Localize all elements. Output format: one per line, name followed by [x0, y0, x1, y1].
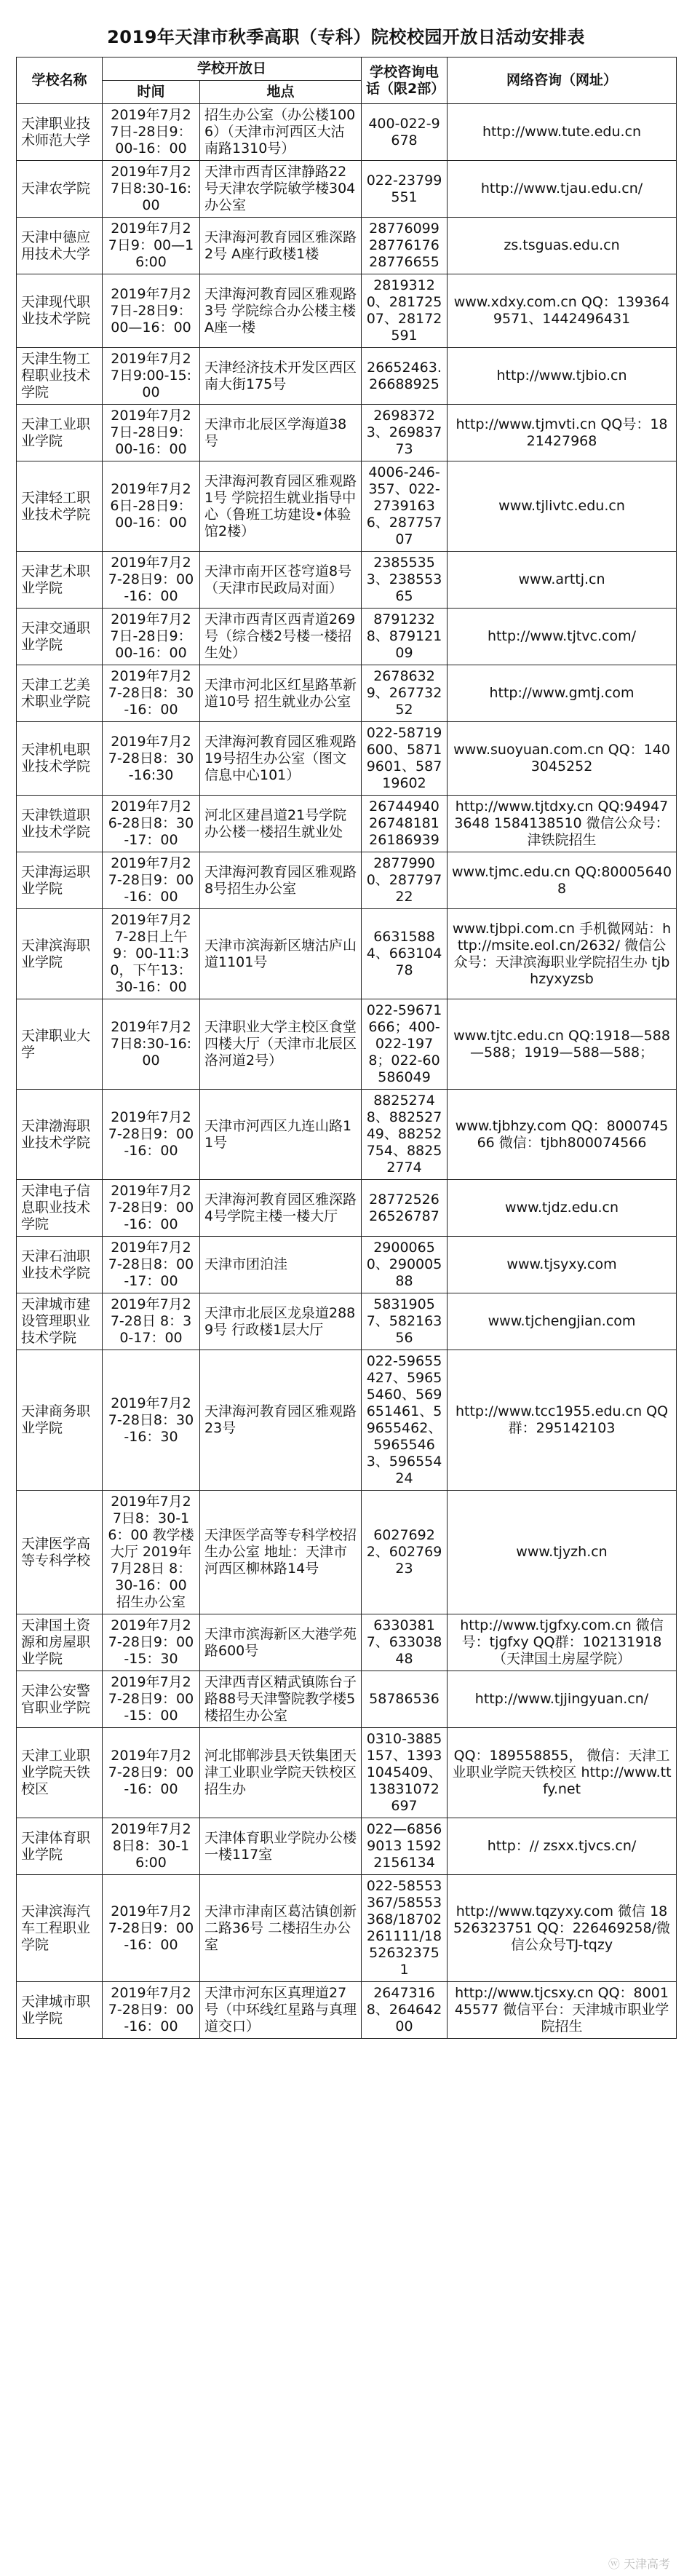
table-row — [17, 665, 677, 722]
school-name-cell: 天津中德应用技术大学 — [17, 218, 103, 274]
open-time-cell: 2019年7月27日-28日9：00-16：00 — [103, 104, 200, 161]
open-time-cell: 2019年7月27-28日8：00-17：00 — [103, 1237, 200, 1293]
open-time-cell: 2019年7月27-28日上午9：00-11:30，下午13：30-16：00 — [103, 909, 200, 999]
open-time-cell: 2019年7月27-28日8：30-16：30 — [103, 1350, 200, 1491]
phone-cell: 28779900、28779722 — [362, 852, 448, 909]
header-open-day: 学校开放日 — [103, 58, 362, 81]
school-name-cell: 天津工艺美术职业学院 — [17, 665, 103, 722]
table-row — [17, 161, 677, 218]
location-cell: 天津市西青区津静路22号天津农学院敏学楼304办公室 — [200, 161, 362, 218]
table-row — [17, 1671, 677, 1728]
web-contact-cell: www.tjmc.edu.cn QQ:800056408 — [448, 852, 677, 909]
watermark: ⓦ 天津高考 — [608, 2557, 670, 2571]
table-row — [17, 1237, 677, 1293]
school-name-cell: 天津工业职业学院天铁校区 — [17, 1728, 103, 1818]
school-name-cell: 天津职业技术师范大学 — [17, 104, 103, 161]
phone-cell: 022-23799551 — [362, 161, 448, 218]
open-time-cell: 2019年7月26-28日8：30-17：00 — [103, 796, 200, 852]
phone-cell: 022-58719600、58719601、58719602 — [362, 722, 448, 796]
open-time-cell: 2019年7月27日8：30-16：00 教学楼大厅 2019年7月28日 8：30-16：00 招生办公室 — [103, 1491, 200, 1614]
table-row — [17, 552, 677, 609]
web-contact-cell: http：// zsxx.tjvcs.cn/ — [448, 1818, 677, 1875]
school-name-cell: 天津机电职业技术学院 — [17, 722, 103, 796]
web-contact-cell: http://www.tqzyxy.com 微信 18526323751 QQ：226469258/微信公众号TJ-tqzy — [448, 1875, 677, 1982]
location-cell: 天津海河教育园区雅深路4号学院主楼一楼大厅 — [200, 1180, 362, 1237]
header-location: 地点 — [200, 81, 362, 104]
web-contact-cell: www.xdxy.com.cn QQ：1393649571、1442496431 — [448, 274, 677, 348]
school-name-cell: 天津商务职业学院 — [17, 1350, 103, 1491]
open-time-cell: 2019年7月28日8：30-16:00 — [103, 1818, 200, 1875]
location-cell: 天津西青区精武镇陈台子路88号天津警院教学楼5楼招生办公室 — [200, 1671, 362, 1728]
web-contact-cell: http://www.gmtj.com — [448, 665, 677, 722]
phone-cell: 400-022-9678 — [362, 104, 448, 161]
header-row — [17, 58, 677, 81]
location-cell: 天津海河教育园区雅观路23号 — [200, 1350, 362, 1491]
open-time-cell: 2019年7月27-28日9：00-16：00 — [103, 1982, 200, 2039]
phone-cell: 022-58553367/58553368/18702261111/18526323751 — [362, 1875, 448, 1982]
school-name-cell: 天津交通职业学院 — [17, 609, 103, 665]
page-title: 2019年天津市秋季高职（专科）院校校园开放日活动安排表 — [107, 27, 585, 47]
location-cell: 天津市河西区九连山路11号 — [200, 1090, 362, 1180]
phone-cell: 022-59671666；400-022-1978；022-60586049 — [362, 999, 448, 1090]
location-cell: 天津海河教育园区雅深路2号 A座行政楼1楼 — [200, 218, 362, 274]
table-row — [17, 609, 677, 665]
schedule-table — [16, 57, 677, 2039]
phone-cell: 0310-3885157、13931045409、13831072697 — [362, 1728, 448, 1818]
location-cell: 天津市团泊洼 — [200, 1237, 362, 1293]
phone-cell: 26652463.26688925 — [362, 348, 448, 405]
header-time: 时间 — [103, 81, 200, 104]
phone-cell: 26473168、26464200 — [362, 1982, 448, 2039]
open-time-cell: 2019年7月27-28日8：30-16：00 — [103, 665, 200, 722]
school-name-cell: 天津滨海职业学院 — [17, 909, 103, 999]
open-time-cell: 2019年7月27-28日8：30-16:30 — [103, 722, 200, 796]
location-cell: 天津职业大学主校区食堂四楼大厅（天津市北辰区洛河道2号） — [200, 999, 362, 1090]
table-row — [17, 1818, 677, 1875]
phone-cell: 58786536 — [362, 1671, 448, 1728]
school-name-cell: 天津铁道职业技术学院 — [17, 796, 103, 852]
header-school: 学校名称 — [17, 58, 103, 104]
open-time-cell: 2019年7月27-28日9：00-16：00 — [103, 1180, 200, 1237]
table-row — [17, 1982, 677, 2039]
open-time-cell: 2019年7月27日9：00—16:00 — [103, 218, 200, 274]
web-contact-cell: www.tjbpi.com.cn 手机微网站：http://msite.eol.cn/2632/ 微信公众号：天津滨海职业学院招生办 tjbhzyxyzsb — [448, 909, 677, 999]
phone-cell: 87912328、87912109 — [362, 609, 448, 665]
web-contact-cell: www.tjlivtc.edu.cn — [448, 461, 677, 552]
phone-cell: 26786329、26773252 — [362, 665, 448, 722]
web-contact-cell: http://www.tjjingyuan.cn/ — [448, 1671, 677, 1728]
phone-cell: 28776099 28776176 28776655 — [362, 218, 448, 274]
table-row — [17, 722, 677, 796]
phone-cell: 60276922、60276923 — [362, 1491, 448, 1614]
location-cell: 天津市河东区真理道27号（中环线红星路与真理道交口） — [200, 1982, 362, 2039]
table-row — [17, 1875, 677, 1982]
school-name-cell: 天津石油职业技术学院 — [17, 1237, 103, 1293]
header-web: 网络咨询（网址） — [448, 58, 677, 104]
school-name-cell: 天津电子信息职业技术学院 — [17, 1180, 103, 1237]
open-time-cell: 2019年7月27日8:30-16:00 — [103, 161, 200, 218]
web-contact-cell: www.tjyzh.cn — [448, 1491, 677, 1614]
phone-cell: 28193120、28172507、28172591 — [362, 274, 448, 348]
phone-cell: 88252748、88252749、88252754、88252774 — [362, 1090, 448, 1180]
location-cell: 天津医学高等专科学校招生办公室 地址：天津市河西区柳林路14号 — [200, 1491, 362, 1614]
table-row — [17, 1491, 677, 1614]
location-cell: 招生办公室（办公楼1006）（天津市河西区大沽南路1310号） — [200, 104, 362, 161]
open-time-cell: 2019年7月27-28日9：00-16：00 — [103, 852, 200, 909]
location-cell: 河北区建昌道21号学院办公楼一楼招生就业处 — [200, 796, 362, 852]
location-cell: 天津海河教育园区雅观路19号招生办公室（图文信息中心101） — [200, 722, 362, 796]
open-time-cell: 2019年7月27日-28日9：00-16：00 — [103, 405, 200, 461]
school-name-cell: 天津轻工职业技术学院 — [17, 461, 103, 552]
phone-cell: 26983723、26983773 — [362, 405, 448, 461]
table-row — [17, 1728, 677, 1818]
phone-cell: 28772526 26526787 — [362, 1180, 448, 1237]
school-name-cell: 天津滨海汽车工程职业学院 — [17, 1875, 103, 1982]
location-cell: 天津经济技术开发区西区 南大街175号 — [200, 348, 362, 405]
school-name-cell: 天津医学高等专科学校 — [17, 1491, 103, 1614]
open-time-cell: 2019年7月27日9:00-15:00 — [103, 348, 200, 405]
location-cell: 河北邯郸涉县天铁集团天津工业职业学院天铁校区招生办 — [200, 1728, 362, 1818]
location-cell: 天津市北辰区龙泉道2889号 行政楼1层大厅 — [200, 1293, 362, 1350]
table-row — [17, 1293, 677, 1350]
location-cell: 天津市南开区苍穹道8号（天津市民政局对面） — [200, 552, 362, 609]
table-row — [17, 1350, 677, 1491]
location-cell: 天津市河北区红星路革新道10号 招生就业办公室 — [200, 665, 362, 722]
table-row — [17, 405, 677, 461]
header-phone: 学校咨询电话（限2部） — [362, 58, 448, 104]
table-row — [17, 1090, 677, 1180]
web-contact-cell: www.tjdz.edu.cn — [448, 1180, 677, 1237]
open-time-cell: 2019年7月27日-28日9：00—16：00 — [103, 274, 200, 348]
school-name-cell: 天津现代职业技术学院 — [17, 274, 103, 348]
location-cell: 天津市津南区葛沽镇创新二路36号 二楼招生办公室 — [200, 1875, 362, 1982]
web-contact-cell: http://www.tcc1955.edu.cn QQ群：295142103 — [448, 1350, 677, 1491]
open-time-cell: 2019年7月27日8:30-16:00 — [103, 999, 200, 1090]
web-contact-cell: QQ：189558855， 微信：天津工业职业学院天铁校区 http://www.ttfy.net — [448, 1728, 677, 1818]
location-cell: 天津海河教育园区雅观路1号 学院招生就业指导中心（鲁班工坊建设•体验馆2楼） — [200, 461, 362, 552]
school-name-cell: 天津工业职业学院 — [17, 405, 103, 461]
phone-cell: 63303817、63303848 — [362, 1614, 448, 1671]
location-cell: 天津体育职业学院办公楼一楼117室 — [200, 1818, 362, 1875]
web-contact-cell: www.tjchengjian.com — [448, 1293, 677, 1350]
school-name-cell: 天津海运职业学院 — [17, 852, 103, 909]
web-contact-cell: http://www.tjgfxy.com.cn 微信号：tjgfxy QQ群：102131918（天津国土房屋学院） — [448, 1614, 677, 1671]
web-contact-cell: www.tjtc.edu.cn QQ:1918—588—588；1919—588—588； — [448, 999, 677, 1090]
location-cell: 天津海河教育园区雅观路3号 学院综合办公楼主楼A座一楼 — [200, 274, 362, 348]
phone-cell: 66315884、66310478 — [362, 909, 448, 999]
web-contact-cell: http://www.tjtvc.com/ — [448, 609, 677, 665]
phone-cell: 29000650、29000588 — [362, 1237, 448, 1293]
web-contact-cell: http://www.tjbio.cn — [448, 348, 677, 405]
open-time-cell: 2019年7月27-28日9：00-15：00 — [103, 1671, 200, 1728]
web-contact-cell: www.tjbhzy.com QQ：800074566 微信：tjbh800074566 — [448, 1090, 677, 1180]
school-name-cell: 天津渤海职业技术学院 — [17, 1090, 103, 1180]
table-row — [17, 348, 677, 405]
phone-cell: 4006-246-357、022-27391636、28775707 — [362, 461, 448, 552]
table-row — [17, 1614, 677, 1671]
location-cell: 天津海河教育园区雅观路8号招生办公室 — [200, 852, 362, 909]
web-contact-cell: zs.tsguas.edu.cn — [448, 218, 677, 274]
school-name-cell: 天津国土资源和房屋职业学院 — [17, 1614, 103, 1671]
table-row — [17, 796, 677, 852]
school-name-cell: 天津体育职业学院 — [17, 1818, 103, 1875]
table-body — [17, 104, 677, 2039]
open-time-cell: 2019年7月26日-28日9：00-16：00 — [103, 461, 200, 552]
phone-cell: 58319057、58216356 — [362, 1293, 448, 1350]
school-name-cell: 天津艺术职业学院 — [17, 552, 103, 609]
web-contact-cell: http://www.tjau.edu.cn/ — [448, 161, 677, 218]
school-name-cell: 天津城市职业学院 — [17, 1982, 103, 2039]
open-time-cell: 2019年7月27-28日9：00-16：00 — [103, 1090, 200, 1180]
open-time-cell: 2019年7月27日-28日9：00-16：00 — [103, 609, 200, 665]
table-row — [17, 274, 677, 348]
web-contact-cell: www.arttj.cn — [448, 552, 677, 609]
location-cell: 天津市西青区西青道269号（综合楼2号楼一楼招生处） — [200, 609, 362, 665]
phone-cell: 23855353、23855365 — [362, 552, 448, 609]
open-time-cell: 2019年7月27-28日9：00-15：30 — [103, 1614, 200, 1671]
school-name-cell: 天津生物工程职业技术学院 — [17, 348, 103, 405]
table-row — [17, 461, 677, 552]
phone-cell: 26744940 26748181 26186939 — [362, 796, 448, 852]
web-contact-cell: www.tjsyxy.com — [448, 1237, 677, 1293]
open-time-cell: 2019年7月27-28日9：00-16：00 — [103, 552, 200, 609]
location-cell: 天津市滨海新区塘沽庐山道1101号 — [200, 909, 362, 999]
web-contact-cell: http://www.tute.edu.cn — [448, 104, 677, 161]
table-row — [17, 999, 677, 1090]
phone-cell: 022-59655427、59655460、569651461、59655462、59655463、59655424 — [362, 1350, 448, 1491]
table-row — [17, 218, 677, 274]
web-contact-cell: http://www.tjcsxy.cn QQ：800145577 微信平台：天津城市职业学院招生 — [448, 1982, 677, 2039]
open-time-cell: 2019年7月27-28日9：00-16：00 — [103, 1728, 200, 1818]
open-time-cell: 2019年7月27-28日 8：30-17：00 — [103, 1293, 200, 1350]
school-name-cell: 天津农学院 — [17, 161, 103, 218]
web-contact-cell: http://www.tjtdxy.cn QQ:949473648 1584138510 微信公众号：津铁院招生 — [448, 796, 677, 852]
table-row — [17, 909, 677, 999]
school-name-cell: 天津城市建设管理职业技术学院 — [17, 1293, 103, 1350]
school-name-cell: 天津职业大学 — [17, 999, 103, 1090]
location-cell: 天津市北辰区学海道38号 — [200, 405, 362, 461]
open-time-cell: 2019年7月27-28日9：00-16：00 — [103, 1875, 200, 1982]
phone-cell: 022—68569013 15922156134 — [362, 1818, 448, 1875]
web-contact-cell: www.suoyuan.com.cn QQ：1403045252 — [448, 722, 677, 796]
location-cell: 天津市滨海新区大港学苑路600号 — [200, 1614, 362, 1671]
table-row — [17, 852, 677, 909]
school-name-cell: 天津公安警官职业学院 — [17, 1671, 103, 1728]
table-row — [17, 104, 677, 161]
web-contact-cell: http://www.tjmvti.cn QQ号：1821427968 — [448, 405, 677, 461]
table-row — [17, 1180, 677, 1237]
